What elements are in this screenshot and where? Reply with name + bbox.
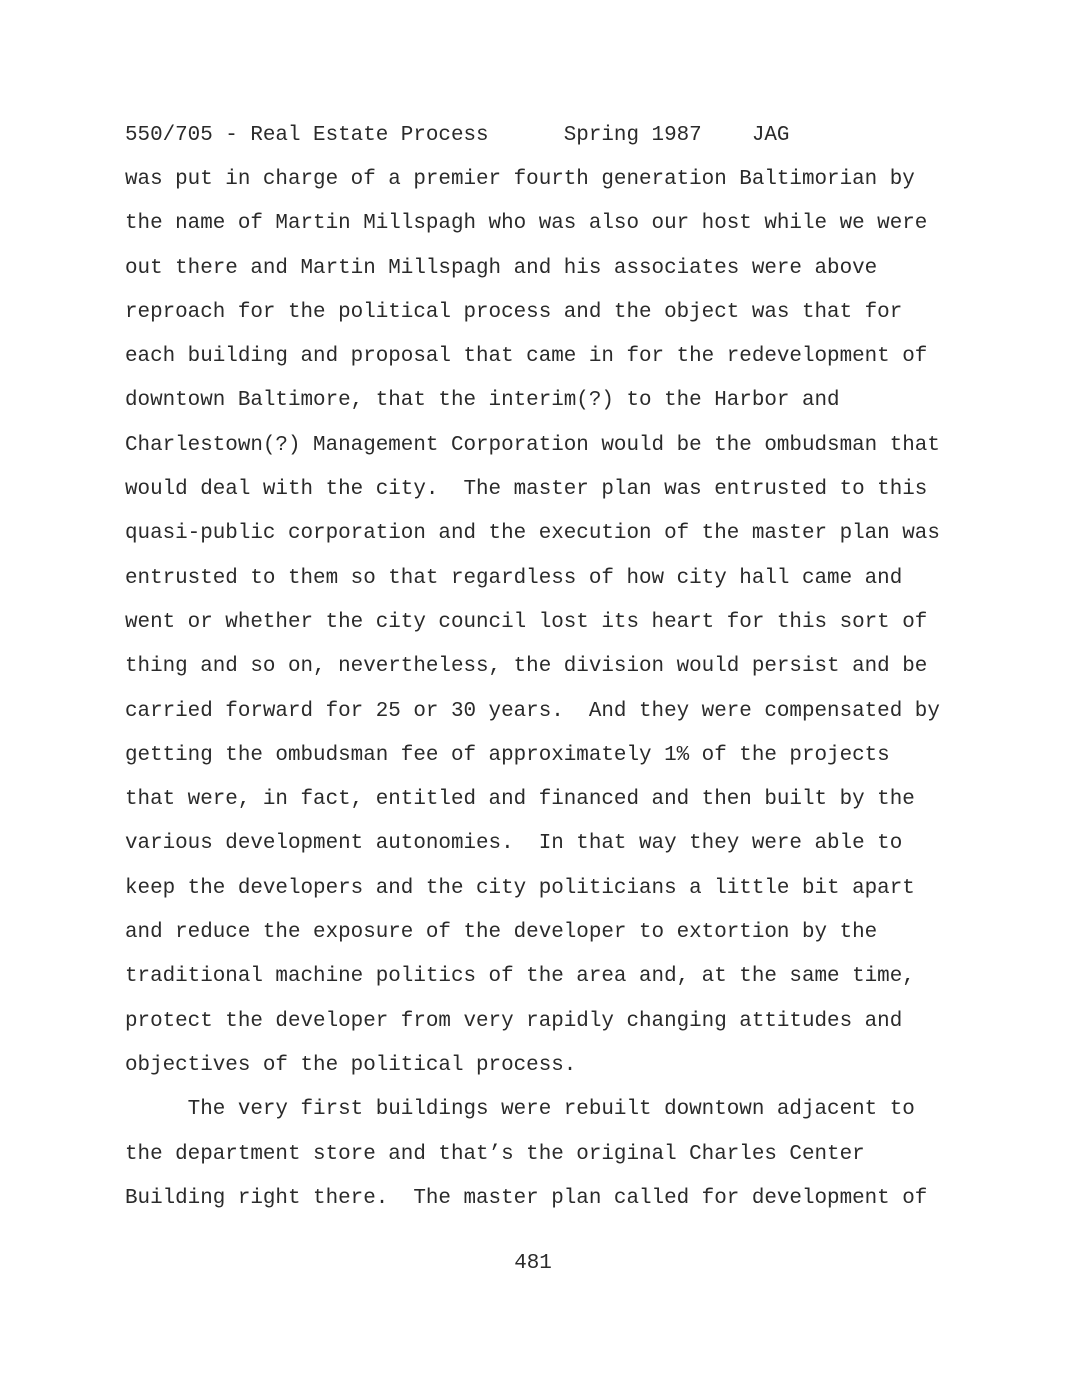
text-line: and reduce the exposure of the developer to extortion by the — [125, 921, 878, 945]
page-header: 550/705 - Real Estate Process Spring 1987 JAG — [125, 124, 790, 147]
text-line: objectives of the political process. — [125, 1053, 577, 1077]
text-line: each building and proposal that came in for the redevelopment of — [125, 345, 928, 369]
text-line: traditional machine politics of the area and, at the same time, — [125, 965, 915, 989]
text-line: the department store and that’s the original Charles Center — [125, 1142, 865, 1166]
text-line: the name of Martin Millspagh who was also our host while we were — [125, 212, 928, 236]
text-line: The very first buildings were rebuilt downtown adjacent to — [125, 1098, 915, 1122]
text-line: reproach for the political process and the object was that for — [125, 300, 903, 324]
text-line: carried forward for 25 or 30 years. And they were compensated by — [125, 699, 940, 723]
text-line: Building right there. The master plan called for development of — [125, 1186, 928, 1210]
text-line: that were, in fact, entitled and financed and then built by the — [125, 788, 915, 812]
text-line: would deal with the city. The master plan was entrusted to this — [125, 478, 928, 502]
text-line: quasi-public corporation and the execution of the master plan was — [125, 522, 940, 546]
text-line: various development autonomies. In that way they were able to — [125, 832, 903, 856]
text-line: was put in charge of a premier fourth generation Baltimorian by — [125, 168, 915, 191]
text-line: downtown Baltimore, that the interim(?) to the Harbor and — [125, 389, 840, 413]
text-line: keep the developers and the city politicians a little bit apart — [125, 876, 915, 900]
page-number: 481 — [514, 1252, 552, 1275]
body-text — [125, 166, 955, 1229]
text-line: Charlestown(?) Management Corporation would be the ombudsman that — [125, 433, 940, 457]
text-line: getting the ombudsman fee of approximately 1% of the projects — [125, 743, 890, 767]
text-line: out there and Martin Millspagh and his associates were above — [125, 256, 878, 280]
text-line: thing and so on, nevertheless, the division would persist and be — [125, 655, 928, 679]
text-line: went or whether the city council lost its heart for this sort of — [125, 610, 928, 634]
text-line: entrusted to them so that regardless of how city hall came and — [125, 566, 903, 590]
text-line: protect the developer from very rapidly changing attitudes and — [125, 1009, 903, 1033]
